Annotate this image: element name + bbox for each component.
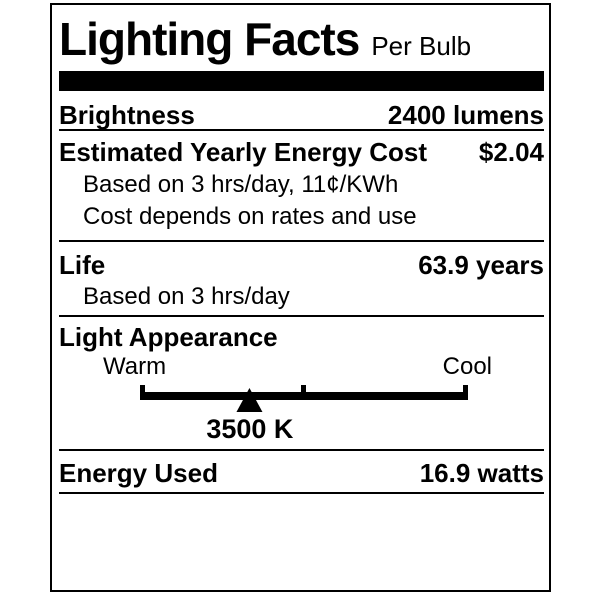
color-temperature-scale	[59, 381, 544, 449]
color-temperature-value: 3500 K	[206, 414, 294, 444]
life-value: 63.9 years	[418, 250, 544, 280]
brightness-value: 2400 lumens	[387, 100, 544, 130]
energy-used-section	[59, 451, 544, 494]
energy-cost-section	[59, 131, 544, 242]
energy-used-row	[59, 458, 544, 489]
label-header	[59, 14, 544, 64]
life-section	[59, 242, 544, 317]
life-note-basis: Based on 3 hrs/day	[83, 283, 290, 310]
energy-cost-value: $2.04	[478, 137, 544, 167]
energy-cost-note-basis: Based on 3 hrs/day, 11¢/KWh	[83, 171, 399, 198]
scale-bar	[140, 392, 468, 400]
energy-cost-row	[59, 136, 544, 169]
energy-used-label: Energy Used	[59, 458, 218, 488]
pointer-group	[206, 388, 293, 444]
lighting-facts-label	[50, 3, 551, 592]
brightness-row	[59, 101, 544, 129]
header-divider-bar	[59, 71, 544, 91]
brightness-label: Brightness	[59, 100, 195, 130]
energy-used-value: 16.9 watts	[419, 458, 544, 488]
cool-label: Cool	[442, 353, 492, 380]
life-label: Life	[59, 250, 106, 280]
per-bulb-subtitle: Per Bulb	[371, 31, 472, 61]
life-row	[59, 249, 544, 281]
warm-label: Warm	[103, 353, 167, 380]
pointer-triangle-icon	[237, 388, 263, 412]
light-appearance-section	[59, 317, 544, 451]
light-appearance-label: Light Appearance	[59, 322, 278, 352]
label-title: Lighting Facts	[59, 13, 360, 65]
scale-end-labels	[59, 353, 544, 381]
brightness-section	[59, 91, 544, 131]
energy-cost-note-disclaimer: Cost depends on rates and use	[83, 203, 417, 230]
empty-footer-space	[59, 494, 544, 590]
energy-cost-label: Estimated Yearly Energy Cost	[59, 137, 428, 167]
